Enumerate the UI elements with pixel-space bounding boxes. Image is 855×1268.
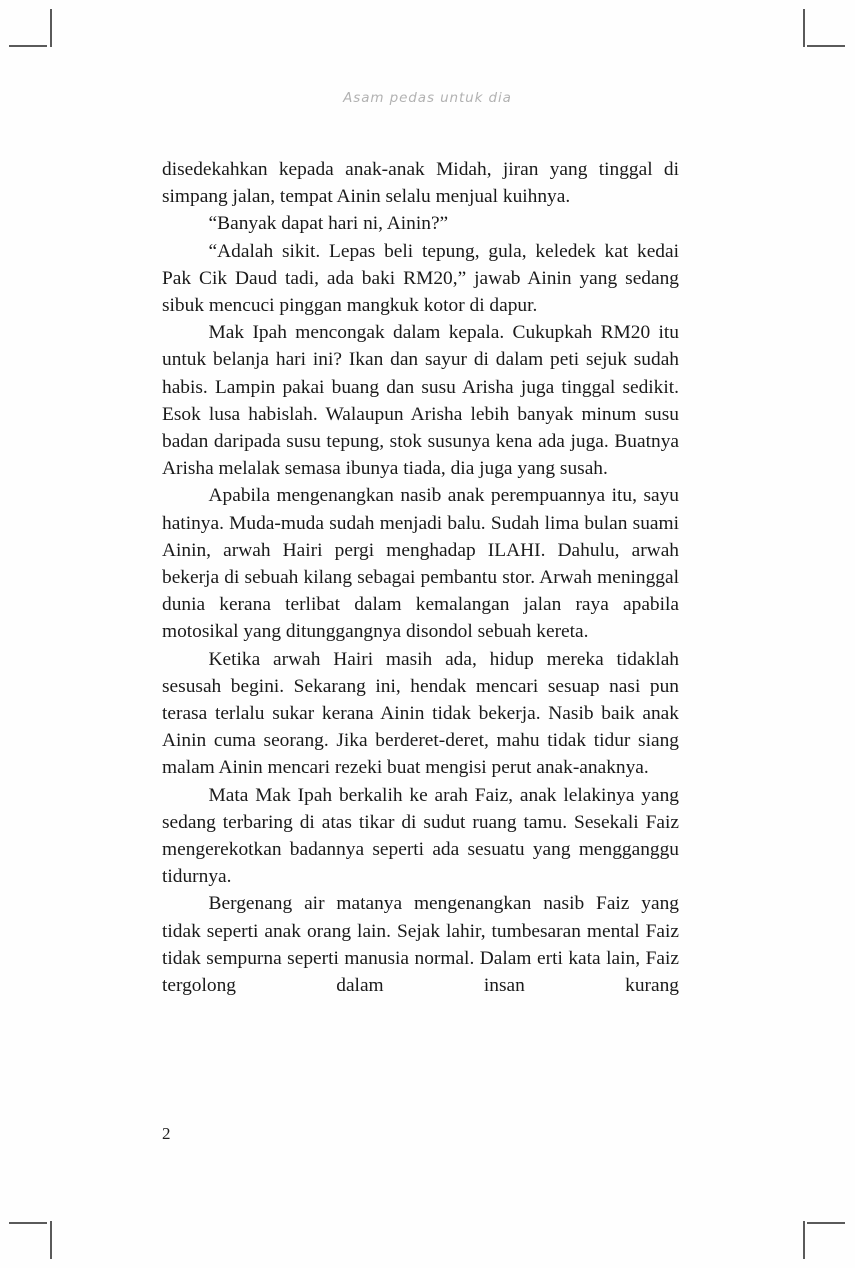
paragraph: Mata Mak Ipah berkalih ke arah Faiz, anak lelakinya yang sedang terbaring di atas tikar di sudut ruang tamu. Sesekali Faiz mengerekotkan badannya seperti ada sesuatu yang mengganggu tidurnya. <box>162 784 679 888</box>
page-number: 2 <box>162 1124 171 1143</box>
paragraph: “Banyak dapat hari ni, Ainin?” <box>208 213 449 235</box>
paragraph: “Adalah sikit. Lepas beli tepung, gula, keledek kat kedai Pak Cik Daud tadi, ada baki RM20,” jawab Ainin yang sedang sibuk mencuci pinggan mangkuk kotor di dapur. <box>162 240 679 317</box>
paragraph: Bergenang air matanya mengenangkan nasib Faiz yang tidak seperti anak orang lain. Sejak lahir, tumbesaran mental Faiz tidak sempurna seperti manusia normal. Dalam erti kata lain, Faiz tergolong dalam insan kurang <box>162 893 679 997</box>
paragraph: Ketika arwah Hairi masih ada, hidup mereka tidaklah sesusah begini. Sekarang ini, hendak mencari sesuap nasi pun terasa terlalu sukar kerana Ainin tidak bekerja. Nasib baik anak Ainin cuma seorang. Jika berderet-deret, mahu tidak tidur siang malam Ainin mencari rezeki buat mengisi perut anak-anaknya. <box>162 648 679 779</box>
crop-mark-top-right-horizontal <box>807 45 845 47</box>
paragraph: disedekahkan kepada anak-anak Midah, jiran yang tinggal di simpang jalan, tempat Ainin selalu menjual kuihnya. <box>162 159 679 208</box>
crop-mark-bottom-left-vertical <box>50 1221 52 1259</box>
paragraph: Mak Ipah mencongak dalam kepala. Cukupkah RM20 itu untuk belanja hari ini? Ikan dan sayur di dalam peti sejuk sudah habis. Lampin pakai buang dan susu Arisha juga tinggal sedikit. Esok lusa habislah. Walaupun Arisha lebih banyak minum susu badan daripada susu tepung, stok susunya kena ada juga. Buatnya Arisha melalak semasa ibunya tiada, dia juga yang susah. <box>162 322 679 480</box>
paragraph: Apabila mengenangkan nasib anak perempuannya itu, sayu hatinya. Muda-muda sudah menjadi balu. Sudah lima bulan suami Ainin, arwah Hairi pergi menghadap ILAHI. Dahulu, arwah bekerja di sebuah kilang sebagai pembantu stor. Arwah meninggal dunia kerana terlibat dalam kemalangan jalan raya apabila motosikal yang ditunggangnya disondol sebuah kereta. <box>162 485 679 643</box>
crop-mark-bottom-right-vertical <box>803 1221 805 1259</box>
running-header: Asam pedas untuk dia <box>343 90 512 106</box>
crop-mark-top-left-horizontal <box>9 45 47 47</box>
body-text-block <box>162 156 679 1027</box>
crop-mark-top-right-vertical <box>803 9 805 47</box>
crop-mark-bottom-left-horizontal <box>9 1222 47 1224</box>
crop-mark-bottom-right-horizontal <box>807 1222 845 1224</box>
crop-mark-top-left-vertical <box>50 9 52 47</box>
